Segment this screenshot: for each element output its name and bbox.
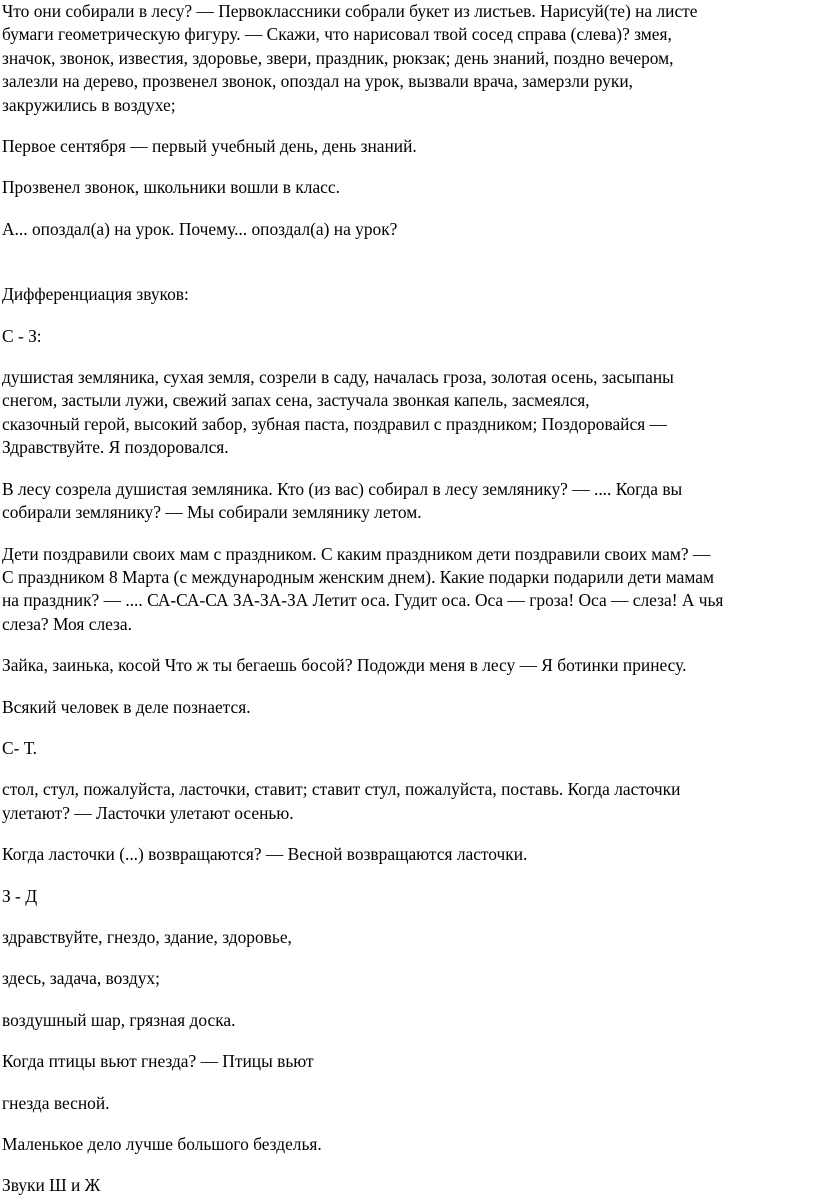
text-line: Первое сентября — первый учебный день, день знаний. — [2, 136, 417, 157]
text-line: Дети поздравили своих мам с праздником. С каким праздником дети поздравили своих мам? — — [2, 543, 711, 564]
text-line: В лесу созрела душистая земляника. Кто (из вас) собирал в лесу землянику? — .... Когда вы — [2, 478, 683, 499]
paragraph-strawberry — [2, 478, 814, 525]
heading-sh-zh — [2, 1174, 814, 1197]
text-line: бумаги геометрическую фигуру. — Скажи, что нарисовал твой сосед справа (слева)? змея, — [2, 24, 672, 45]
text-line: здесь, задача, воздух; — [2, 968, 160, 989]
text-line: Когда ласточки (...) возвращаются? — Весной возвращаются ласточки. — [2, 844, 528, 865]
text-line: Прозвенел звонок, школьники вошли в класс. — [2, 177, 340, 198]
text-line: Всякий человек в деле познается. — [2, 696, 251, 717]
text-line: закружились в воздухе; — [2, 94, 176, 115]
text-line: гнезда весной. — [2, 1092, 110, 1113]
text-line: С- Т. — [2, 737, 37, 758]
text-line: душистая земляника, сухая земля, созрели в саду, началась гроза, золотая осень, засыпаны — [2, 367, 674, 388]
paragraph-leaves-task — [2, 0, 814, 117]
paragraph-bell-rang — [2, 176, 814, 199]
text-line: С праздником 8 Марта (с международным женским днем). Какие подарки подарили дети мамам — [2, 566, 715, 587]
text-line: снегом, застыли лужи, свежий запах сена, застучала звонкая капель, засмеялся, — [2, 390, 590, 411]
paragraph-first-september — [2, 135, 814, 158]
paragraph-proverb-person — [2, 696, 814, 719]
paragraph-birds-question — [2, 1050, 814, 1073]
text-line: залезли на дерево, прозвенел звонок, опоздал на урок, вызвали врача, замерзли руки, — [2, 71, 633, 92]
text-line: Здравствуйте. Я поздоровался. — [2, 437, 229, 458]
text-line: Маленькое дело лучше большого безделья. — [2, 1134, 322, 1154]
paragraph-late-for-lesson — [2, 218, 814, 241]
text-line: слеза? Моя слеза. — [2, 613, 132, 634]
text-line: значок, звонок, известия, здоровье, звери, праздник, рюкзак; день знаний, поздно вечером, — [2, 47, 674, 68]
text-line: стол, стул, пожалуйста, ласточки, ставит; ставит стул, пожалуйста, поставь. Когда ласточки — [2, 779, 681, 800]
paragraph-s-t-words — [2, 778, 814, 825]
paragraph-z-d-words-1 — [2, 926, 814, 949]
paragraph-proverb-work — [2, 1133, 814, 1156]
paragraph-z-d-words-2 — [2, 967, 814, 990]
paragraph-z-d-words-3 — [2, 1009, 814, 1032]
text-line: Что они собирали в лесу? — Первоклассники собрали букет из листьев. Нарисуй(те) на листе — [2, 1, 698, 21]
paragraph-congratulations — [2, 543, 814, 637]
text-line: улетают? — Ласточки улетают осенью. — [2, 802, 294, 823]
text-line: здравствуйте, гнездо, здание, здоровье, — [2, 926, 292, 947]
text-line: Дифференциация звуков: — [2, 284, 189, 305]
text-line: сказочный герой, высокий забор, зубная паста, поздравил с праздником; Поздоровайся — — [2, 413, 667, 434]
text-line: воздушный шар, грязная доска. — [2, 1009, 236, 1030]
paragraph-bunny-rhyme — [2, 654, 814, 677]
text-line: Когда птицы вьют гнезда? — Птицы вьют — [2, 1051, 314, 1072]
text-line: Зайка, заинька, косой Что ж ты бегаешь босой? Подожди меня в лесу — Я ботинки принесу. — [2, 655, 687, 676]
heading-sound-differentiation — [2, 283, 814, 306]
text-line: С - З: — [2, 325, 42, 346]
heading-s-t — [2, 737, 814, 760]
heading-s-z — [2, 325, 814, 348]
paragraph-swallows-return — [2, 843, 814, 866]
text-line: А... опоздал(а) на урок. Почему... опоздал(а) на урок? — [2, 218, 398, 239]
text-line: З - Д — [2, 885, 38, 906]
text-line: Звуки Ш и Ж — [2, 1175, 101, 1196]
text-line: на праздник? — .... СА-СА-СА ЗА-ЗА-ЗА Летит оса. Гудит оса. Оса — гроза! Оса — слеза! А чья — [2, 590, 724, 611]
paragraph-birds-answer — [2, 1092, 814, 1115]
text-line: собирали землянику? — Мы собирали землянику летом. — [2, 502, 422, 523]
paragraph-s-z-words — [2, 366, 814, 460]
heading-z-d — [2, 885, 814, 908]
